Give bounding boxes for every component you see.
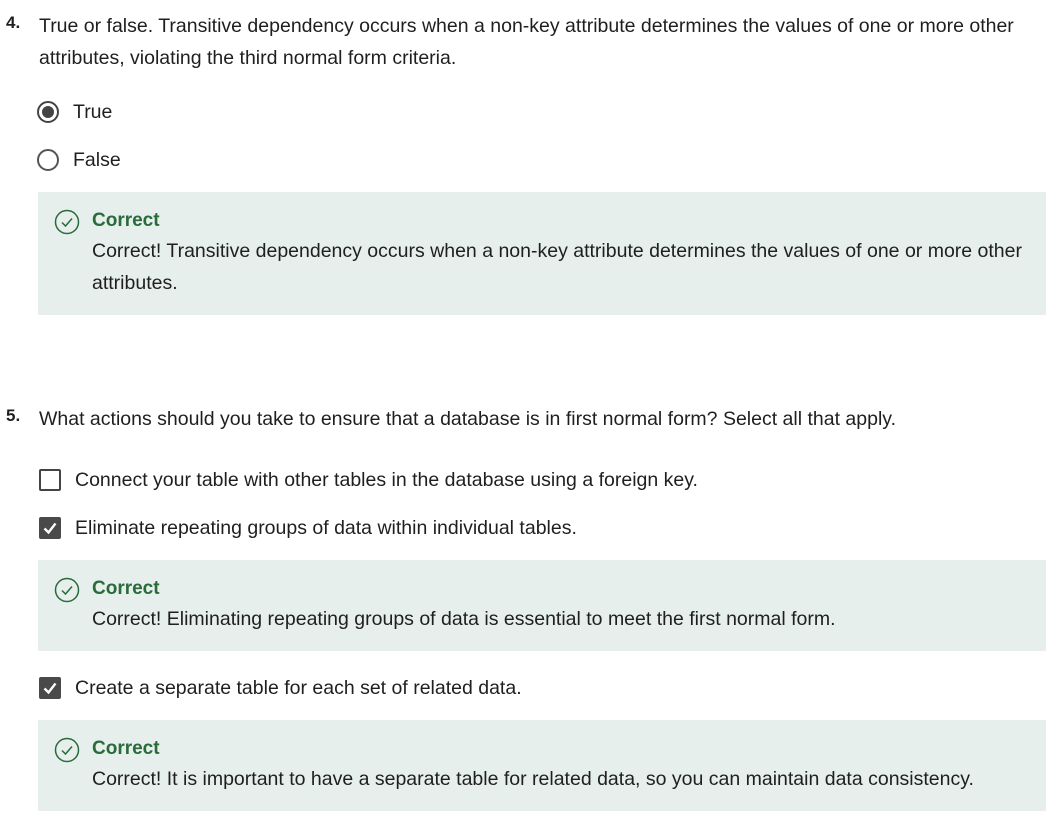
feedback-box-q4 — [38, 192, 1046, 315]
checkbox-option-separate-table[interactable] — [37, 674, 522, 702]
feedback-text: Correct! It is important to have a separate table for related data, so you can maintain data consistency. — [92, 768, 974, 790]
checkmark-icon — [42, 520, 58, 536]
check-circle-icon — [54, 209, 80, 235]
checkbox-checked[interactable] — [39, 517, 61, 539]
question-text: What actions should you take to ensure that a database is in first normal form? Select all that apply. — [39, 408, 897, 430]
feedback-text: Correct! Eliminating repeating groups of data is essential to meet the first normal form. — [92, 608, 836, 630]
option-label: Connect your table with other tables in the database using a foreign key. — [75, 468, 698, 491]
feedback-title: Correct — [92, 210, 160, 231]
feedback-title: Correct — [92, 578, 160, 599]
feedback-title: Correct — [92, 738, 160, 759]
option-label: True — [73, 100, 113, 123]
option-label: False — [73, 148, 121, 171]
feedback-box-q5-option-2 — [38, 560, 1046, 651]
check-circle-icon — [54, 577, 80, 603]
option-label: Eliminate repeating groups of data within individual tables. — [75, 516, 577, 539]
radio-option-true[interactable] — [37, 98, 112, 126]
radio-button[interactable] — [37, 149, 59, 171]
feedback-text: Correct! Transitive dependency occurs when a non-key attribute determines the values of one or more other attributes. — [92, 240, 1022, 294]
radio-dot — [42, 106, 54, 118]
question-number: 5. — [6, 406, 21, 425]
checkbox-option-foreign-key[interactable] — [37, 466, 698, 494]
checkbox-checked[interactable] — [39, 677, 61, 699]
option-label: Create a separate table for each set of related data. — [75, 676, 522, 699]
question-text: True or false. Transitive dependency occurs when a non-key attribute determines the values of one or more other attributes, violating the third normal form criteria. — [39, 15, 1014, 69]
feedback-box-q5-option-3 — [38, 720, 1046, 811]
question-number: 4. — [6, 13, 21, 32]
checkmark-icon — [42, 680, 58, 696]
radio-button-selected[interactable] — [37, 101, 59, 123]
checkbox-option-eliminate-repeating-groups[interactable] — [37, 514, 577, 542]
radio-option-false[interactable] — [37, 146, 121, 174]
check-circle-icon — [54, 737, 80, 763]
checkbox[interactable] — [39, 469, 61, 491]
